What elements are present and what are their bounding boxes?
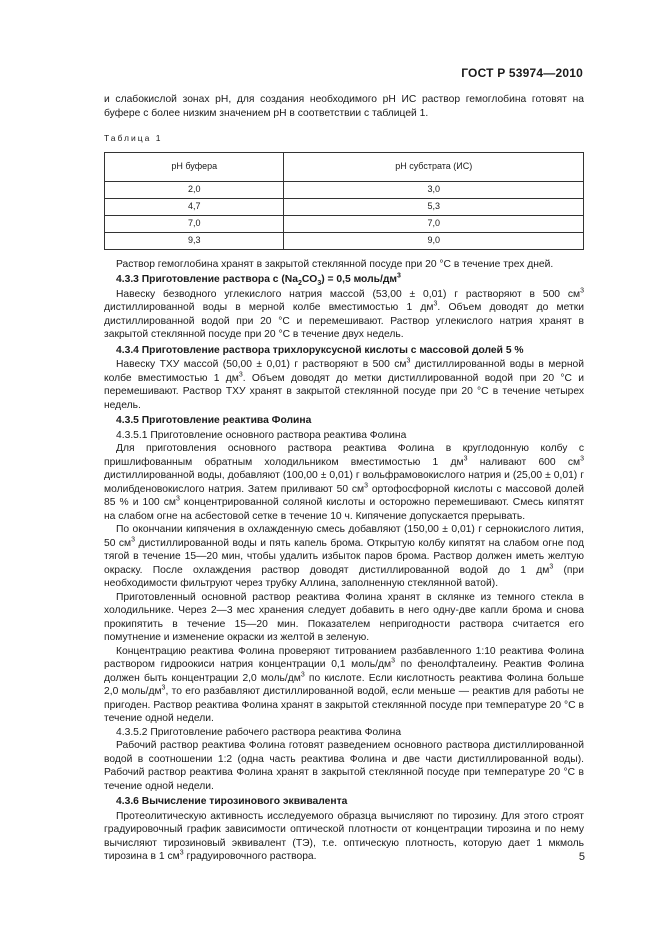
superscript: 3 bbox=[549, 563, 554, 571]
table-header-cell: pH буфера bbox=[105, 152, 284, 181]
section-4-3-6-paragraph bbox=[104, 810, 584, 864]
text: По окончании кипячения в охлажденную смесь добавляют (150,00 ± 0,01) г сернокислого лития, 50 см bbox=[104, 524, 584, 549]
text: . Объем доводят до метки дистиллированной водой при 20 °С и перемешивают. Раствор ТХУ хранят в закрытой стеклянной посуде при 20 °С в течение четырех недель. bbox=[104, 372, 584, 411]
text: дистиллированной воды и пять капель брома. Открытую колбу кипятят на слабом огне под тягой в течение 15—20 мин, чтобы удалить избыток паров брома. Раствор должен иметь желтую окраску. После охлаждения раствор доводят дистиллированной водой до 1 дм bbox=[104, 537, 584, 576]
superscript: 3 bbox=[161, 684, 166, 692]
table-cell: 9,0 bbox=[284, 232, 584, 249]
superscript: 3 bbox=[406, 357, 411, 365]
superscript: 3 bbox=[580, 287, 584, 295]
table-title: Таблица 1 bbox=[104, 133, 163, 143]
table-row bbox=[105, 181, 584, 198]
section-4-3-3-heading bbox=[104, 273, 584, 287]
table-header-row bbox=[105, 152, 584, 181]
folin-paragraph-4 bbox=[104, 645, 584, 726]
buffer-table bbox=[104, 152, 584, 250]
table-cell: 7,0 bbox=[284, 215, 584, 232]
superscript: 3 bbox=[300, 671, 305, 679]
text: (при необходимости фильтруют через трубку Аллина, заполненную стеклянной ватой). bbox=[104, 564, 584, 589]
table-row bbox=[105, 232, 584, 249]
section-4-3-4-heading: 4.3.4 Приготовление раствора трихлоруксусной кислоты с массовой долей 5 % bbox=[116, 344, 524, 356]
text: дистиллированной воды в мерной колбе вместимостью 1 дм bbox=[104, 359, 584, 384]
text: . Объем доводят до метки дистиллированной водой при 20 °С и перемешивают. Раствор углекислого натрия хранят в закрытой стеклянной посуде при 20 °С в течение двух недель. bbox=[104, 302, 584, 340]
superscript: 3 bbox=[396, 272, 401, 280]
text: дистиллированной воды в мерной колбе вместимостью 1 дм bbox=[104, 302, 434, 313]
page-number: 5 bbox=[578, 851, 585, 863]
text: Навеску ТХУ массой (50,00 ± 0,01) г растворяют в 500 см bbox=[116, 359, 407, 370]
text: ортофосфорной кислоты с массовой долей 85 % и 100 см bbox=[104, 483, 584, 508]
folin-paragraph-1 bbox=[104, 442, 584, 523]
table-row bbox=[105, 198, 584, 215]
superscript: 3 bbox=[433, 300, 438, 308]
document-body bbox=[104, 93, 584, 864]
superscript: 3 bbox=[179, 849, 184, 857]
superscript: 3 bbox=[463, 455, 468, 463]
text: по фенолфталеину. Реактив Фолина должен быть концентрации 2,0 моль/дм bbox=[104, 659, 584, 684]
table-cell: 4,7 bbox=[105, 198, 284, 215]
folin-paragraph-3: Приготовленный основной раствор реактива Фолина хранят в склянке из темного стекла в холодильнике. Через 2—3 мес хранения следует добавить в него одну-две капли брома и снова прокипятить в течение 15—20 мин. Показателем непригодности раствора считается его помутнение и изменение окраски из желтой в зеленую. bbox=[104, 591, 584, 643]
text: Протеолитическую активность исследуемого образца вычисляют по тирозину. Для этого строят градуировочный график зависимости оптической плотности от концентрации тирозина и по нему вычисляют тирозиновый эквивалент (ТЭ), т.е. оптическую плотность, которую дает 1 мкмоль тирозина в 1 см bbox=[104, 810, 584, 862]
table-header-cell: pH субстрата (ИС) bbox=[284, 152, 584, 181]
superscript: 3 bbox=[580, 455, 584, 463]
text: наливают 600 см bbox=[467, 456, 581, 468]
subsection-4-3-5-1-title: 4.3.5.1 Приготовление основного раствора реактива Фолина bbox=[116, 429, 407, 441]
text: Навеску безводного углекислого натрия массой (53,00 ± 0,01) г растворяют в 500 см bbox=[116, 288, 581, 300]
text: градуировочного раствора. bbox=[183, 851, 317, 862]
text: концентрированной соляной кислоты и осторожно перемешивают. Смесь кипятят на слабом огне на асбестовой сетке в течение 10 ч. Кипячение допускается прерывать. bbox=[104, 497, 584, 522]
superscript: 3 bbox=[131, 536, 136, 544]
table-cell: 2,0 bbox=[105, 181, 284, 198]
superscript: 3 bbox=[364, 482, 369, 490]
folin-paragraph-5: Рабочий раствор реактива Фолина готовят разведением основного раствора дистиллированной водой в соотношении 1:2 (одна часть реактива Фолина и две части дистиллированной воды). Рабочий раствор реактива Фолина хранят в закрытой стеклянной посуде при температуре 20 °С в течение одной недели. bbox=[104, 740, 584, 792]
text: , то его разбавляют дистиллированной водой, если меньше — реактив для работы не пригоден. Раствор реактива Фолина хранят в закрытой стеклянной посуде при температуре 20 °С в течение одной недели. bbox=[104, 686, 584, 724]
section-4-3-5-heading: 4.3.5 Приготовление реактива Фолина bbox=[116, 415, 312, 426]
subscript: 2 bbox=[297, 280, 302, 288]
text: Для приготовления основного раствора реактива Фолина в круглодонную колбу с пришлифованным обратным холодильником вместимостью 1 дм bbox=[104, 443, 584, 468]
intro-paragraph: и слабокислой зонах pH, для создания необходимого pH ИС раствор гемоглобина готовят на буфере с более низким значением pH в соответствии с таблицей 1. bbox=[104, 94, 584, 119]
section-4-3-4-paragraph bbox=[104, 358, 584, 412]
storage-paragraph: Раствор гемоглобина хранят в закрытой стеклянной посуде при 20 °С в течение трех дней. bbox=[116, 258, 554, 270]
superscript: 3 bbox=[391, 657, 395, 665]
heading-text: 4.3.3 Приготовление раствора с (Na bbox=[116, 274, 298, 285]
document-header: ГОСТ Р 53974—2010 bbox=[461, 66, 583, 80]
table-cell: 7,0 bbox=[105, 215, 284, 232]
superscript: 3 bbox=[175, 495, 180, 503]
section-4-3-6-heading: 4.3.6 Вычисление тирозинового эквивалента bbox=[116, 796, 348, 807]
subscript: 3 bbox=[317, 280, 322, 288]
heading-text: ) = 0,5 моль/дм bbox=[321, 274, 397, 285]
table-row bbox=[105, 215, 584, 232]
heading-text: CO bbox=[301, 274, 318, 285]
section-4-3-3-paragraph bbox=[104, 288, 584, 342]
table-cell: 5,3 bbox=[284, 198, 584, 215]
table-cell: 3,0 bbox=[284, 181, 584, 198]
superscript: 3 bbox=[238, 371, 243, 379]
text: дистиллированной воды, добавляют (100,00 ± 0,01) г вольфрамовокислого натрия и (25,00 ± 0,01) г молибденовокислого натрия. Затем приливают 50 см bbox=[104, 470, 584, 495]
folin-paragraph-2 bbox=[104, 523, 584, 591]
table-cell: 9,3 bbox=[105, 232, 284, 249]
text: Концентрацию реактива Фолина проверяют титрованием разбавленного 1:10 реактива Фолина раствором гидроокиси натрия концентрации 0,1 моль/дм bbox=[104, 645, 584, 670]
subsection-4-3-5-2-title: 4.3.5.2 Приготовление рабочего раствора реактива Фолина bbox=[116, 726, 402, 738]
text: по кислоте. Если кислотность реактива Фолина больше 2,0 моль/дм bbox=[104, 672, 585, 697]
